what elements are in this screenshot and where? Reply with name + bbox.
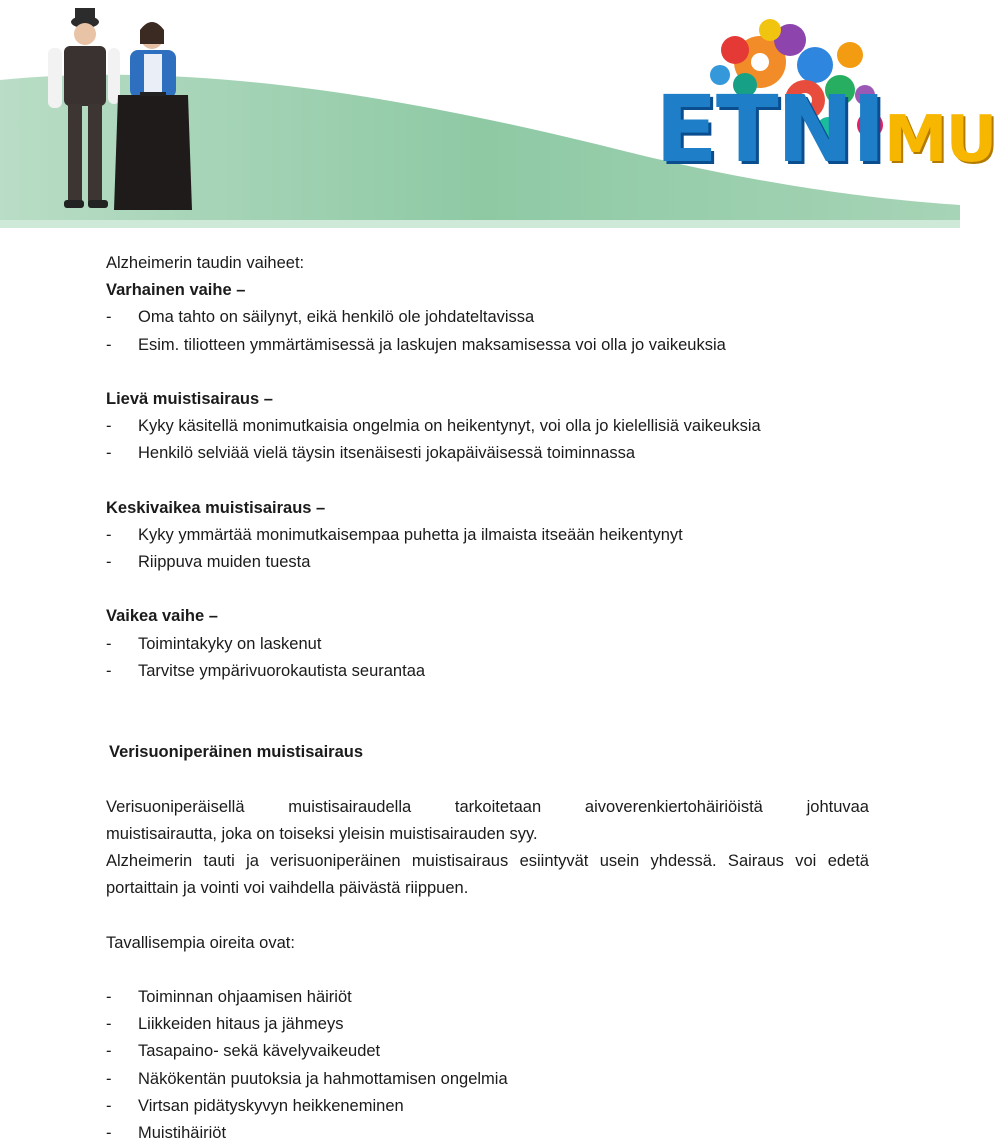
list-item-text: Muistihäiriöt: [138, 1124, 227, 1142]
list-item-text: Liikkeiden hitaus ja jähmeys: [138, 1015, 344, 1034]
paragraph-line: portaittain ja vointi voi vaihdella päivästä riippuen.: [106, 879, 469, 898]
list-item: [106, 1038, 869, 1065]
list-item-text: Esim. tiliotteen ymmärtämisessä ja laskujen maksamisessa voi olla jo vaikeuksia: [138, 335, 726, 354]
list-item: [106, 984, 869, 1011]
list-item-text: Henkilö selviää vielä täysin itsenäisesti jokapäiväisessä toiminnassa: [138, 444, 636, 463]
bullet-dash: -: [106, 417, 112, 436]
list-item-text: Oma tahto on säilynyt, eikä henkilö ole johdateltavissa: [138, 308, 535, 327]
list-item-text: Kyky ymmärtää monimutkaisempaa puhetta ja ilmaista itseään heikentynyt: [138, 525, 683, 544]
list-item: [106, 1066, 869, 1093]
list-item-text: Tarvitse ympärivuorokautista seurantaa: [138, 661, 426, 680]
bullet-dash: -: [106, 1124, 112, 1142]
bullet-dash: -: [106, 308, 112, 327]
bullet-dash: -: [106, 1015, 112, 1034]
bullet-dash: -: [106, 988, 112, 1007]
bullet-dash: -: [106, 1069, 112, 1088]
paragraph-line: Alzheimerin tauti ja verisuoniperäinen muistisairaus esiintyvät usein yhdessä. Sairaus voi edetä: [106, 852, 869, 871]
list-item: [106, 631, 869, 658]
illustration-woman: [114, 22, 192, 210]
section-title: Alzheimerin taudin vaiheet:: [106, 254, 305, 272]
bullet-dash: -: [106, 634, 112, 653]
logo: [655, 76, 995, 183]
stage-heading: Lievä muistisairaus –: [106, 389, 273, 408]
section-heading: Verisuoniperäinen muistisairaus: [109, 743, 364, 762]
bullet-dash: -: [106, 444, 112, 463]
list-item: [106, 332, 869, 359]
symptoms-title: Tavallisempia oireita ovat:: [106, 933, 295, 952]
bullet-dash: -: [106, 525, 112, 544]
paragraph-line: muistisairautta, joka on toiseksi yleisin muistisairauden syy.: [106, 824, 538, 843]
list-item-text: Kyky käsitellä monimutkaisia ongelmia on heikentynyt, voi olla jo kielellisiä vaikeuksia: [138, 417, 761, 436]
list-item: [106, 1120, 869, 1147]
bullet-dash: -: [106, 335, 112, 354]
list-item-text: Toimintakyky on laskenut: [138, 634, 322, 653]
stage-heading: Keskivaikea muistisairaus –: [106, 498, 326, 517]
stage-heading: Vaikea vaihe –: [106, 607, 218, 626]
list-item: [106, 658, 869, 685]
list-item: [106, 522, 869, 549]
list-item-text: Näkökentän puutoksia ja hahmottamisen ongelmia: [138, 1069, 508, 1088]
list-item-text: Virtsan pidätyskyvyn heikkeneminen: [138, 1096, 404, 1115]
bullet-dash: -: [106, 1042, 112, 1061]
list-item: [106, 440, 869, 467]
bullet-dash: -: [106, 1096, 112, 1115]
list-item: [106, 1093, 869, 1120]
list-item: [106, 304, 869, 331]
logo-text-main: ETNI: [655, 76, 884, 183]
page-header: [0, 0, 995, 228]
list-item-text: Riippuva muiden tuesta: [138, 553, 311, 572]
list-item: [106, 413, 869, 440]
paragraph-line: Verisuoniperäisellä muistisairaudella tarkoitetaan aivoverenkiertohäiriöistä johtuvaa: [106, 797, 869, 816]
list-item: [106, 549, 869, 576]
bullet-dash: -: [106, 661, 112, 680]
list-item-text: Tasapaino- sekä kävelyvaikeudet: [138, 1042, 381, 1061]
list-item: [106, 1011, 869, 1038]
logo-text-suffix: MU: [883, 103, 995, 177]
bullet-dash: -: [106, 553, 112, 572]
document-body: [106, 250, 869, 1147]
list-item-text: Toiminnan ohjaamisen häiriöt: [138, 988, 352, 1007]
stage-heading: Varhainen vaihe –: [106, 281, 246, 300]
